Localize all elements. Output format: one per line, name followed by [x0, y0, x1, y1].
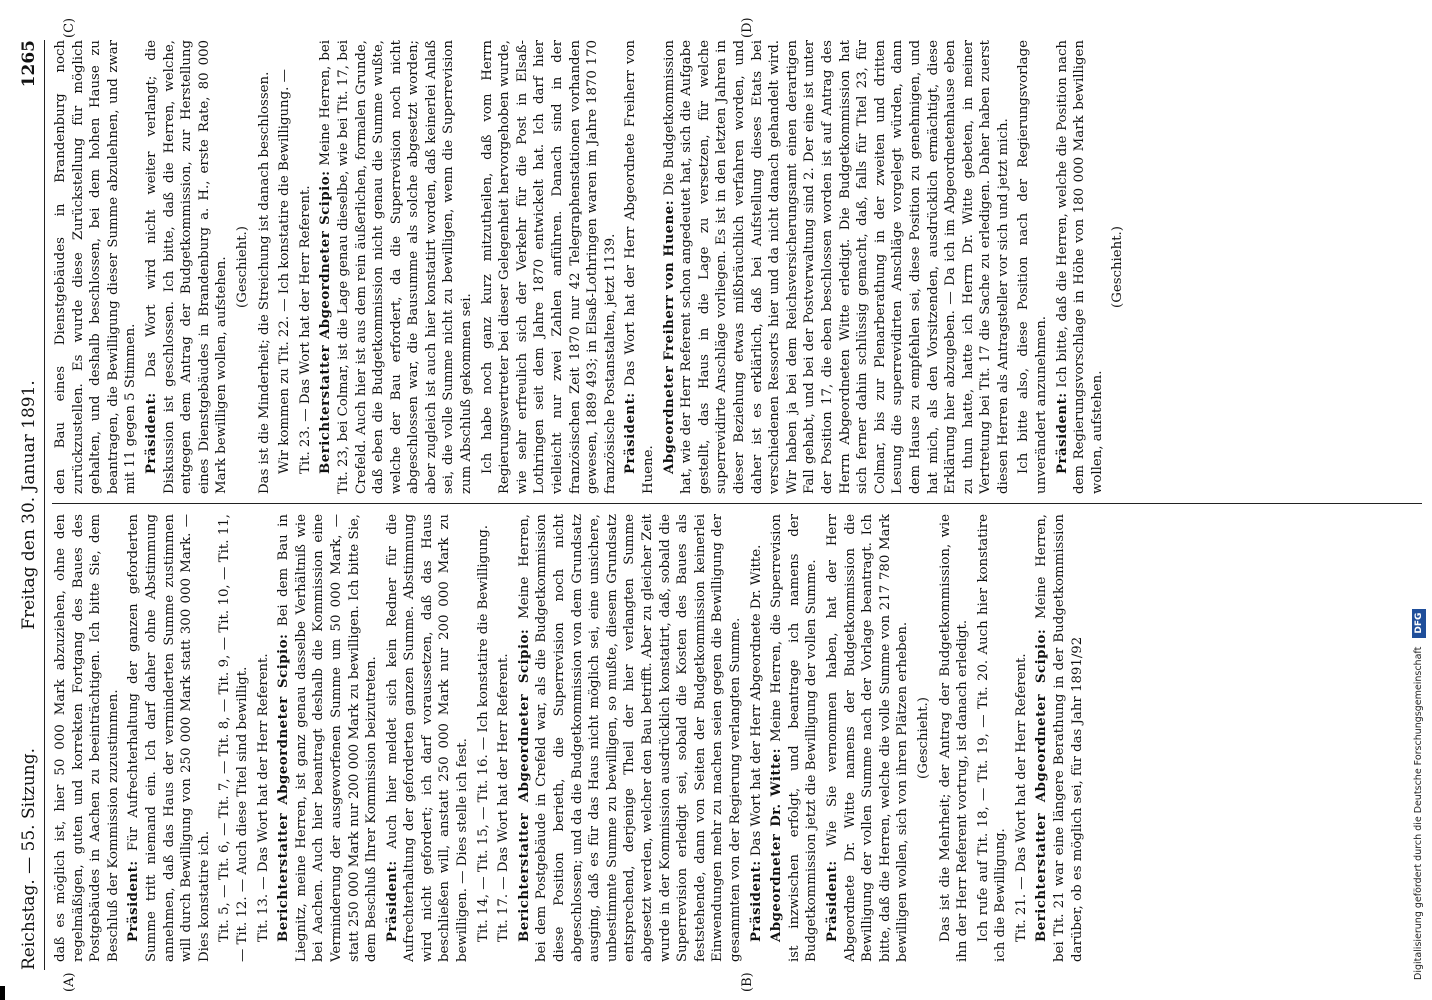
paragraph: [234, 40, 252, 494]
paragraph: [255, 514, 273, 962]
paragraph: [937, 514, 972, 962]
paragraph-text: Meine Herren, die Superrevision ist inzwischen erfolgt, und beantrage ich namens der Budgetkommission jetzt die Bewilligung der vollen Summe.: [769, 514, 820, 962]
paragraph: [52, 40, 140, 494]
paragraph-text: (Geschieht.): [915, 697, 931, 779]
paragraph: [495, 514, 513, 962]
paragraph-text: Das Wort hat der Herr Abgeordnete Freiherr von Huene.: [623, 40, 656, 494]
paragraph: [516, 514, 745, 962]
paragraph-text: Ich bitte also, diese Position nach der Regierungsvorlage unverändert anzunehmen.: [1016, 40, 1050, 494]
paragraph: [915, 514, 933, 962]
margin-mark-c: (C): [62, 17, 77, 38]
paragraph-text: Wie Sie vernommen haben, hat der Herr Abgeordnete Dr. Witte namens der Budgetkommission die Bewilligung der vollen Summe nach der Vorlage beantragt. Ich bitte, daß die Herren, welche die volle Summe von 217 780 Mark bewilligen wollen, sich von ihren Plätzen erheben.: [824, 514, 911, 962]
scan-edge-mark: [0, 986, 5, 1000]
speaker-name: Präsident:: [748, 860, 764, 942]
speaker-name: Berichterstatter Abgeordneter Scipio:: [276, 633, 292, 942]
right-column: [52, 40, 1422, 494]
paragraph: [975, 514, 1010, 962]
paragraph-text: Meine Herren, bei Tit. 21 war eine längere Berathung in der Budgetkommission darüber, ob es möglich sei, für das Jahr 1891/92: [1034, 514, 1085, 962]
paragraph: [297, 40, 315, 494]
watermark-text: Digitalisierung gefördert durch die Deutsche Forschungsgemeinschaft: [1413, 646, 1424, 980]
paragraph: [1015, 40, 1050, 494]
paragraph-text: Tit. 14, — Tit. 15, — Tit. 16. — Ich konstatire die Bewilligung.: [475, 525, 491, 942]
paragraph-text: (Geschieht.): [234, 226, 250, 308]
speaker-name: Präsident:: [1054, 392, 1070, 474]
paragraph: [275, 514, 381, 962]
paragraph-text: Bei dem Bau in Liegnitz, meine Herren, ist ganz genau dasselbe Verhältniß wie bei Aachen. Auch hier beantragt deshalb die Kommission eine Verminderung der ausgeworfenen Summe um 50 000 Mark, — statt 250 000 Mark nur 200 000 Mark zu bewilligen. Ich bitte Sie, dem Beschluß Ihrer Kommission beizutreten.: [276, 514, 380, 962]
speaker-name: Präsident:: [143, 392, 159, 474]
paragraph-text: Tit. 17. — Das Wort hat der Herr Referent.: [496, 653, 512, 942]
paragraph-text: Tit. 23. — Das Wort hat der Herr Referent.: [297, 185, 313, 474]
paragraph-text: Meine Herren, bei dem Postgebäude in Crefeld war, als die Budgetkommission diese Position berieth, die Superrevision noch nicht abgeschlossen; und da die Budgetkommission von dem Grundsatz ausging, daß es für das Haus nicht möglich sei, eine unsichere, unbestimmte Summe zu bewilligen, so mußte, diesem Grundsatz entsprechend, derjenige Theil der hier verlangten Summe abgesetzt werden, welcher den Bau betrifft. Aber zu gleicher Zeit wurde in der Kommission ausdrücklich konstatirt, daß, sobald die Superrevision erledigt sei, sobald die Kosten des Baues als feststehende, dann von Seiten der Budgetkommission keinerlei Einwendungen mehr zu machen seien gegen die Bewilligung der gesammten von der Regierung verlangten Summe.: [516, 514, 743, 962]
paragraph-text: Das Wort hat der Herr Abgeordnete Dr. Witte.: [748, 544, 764, 857]
paragraph-text: Wir kommen zu Tit. 22. — Ich konstatire die Bewilligung. —: [277, 69, 293, 474]
paragraph-text: Das Wort wird nicht weiter verlangt; die Diskussion ist geschlossen. Ich bitte, daß die Herren, welche, entgegen dem Antrag der Budgetkommission, zur Herstellung eines Dienstgebäudes in Brandenburg a. H., erste Rate, 80 000 Mark bewilligen wollen, aufstehen.: [143, 40, 230, 494]
paragraph-text: Tit. 5, — Tit. 6, — Tit. 7, — Tit. 8, — Tit. 9, — Tit. 10, — Tit. 11, — Tit. 12. — Auch diese Titel sind bewilligt.: [217, 514, 250, 962]
speaker-name: Präsident:: [384, 860, 400, 942]
paragraph: [384, 514, 472, 962]
paragraph-text: daß es möglich ist, hier 50 000 Mark abzuziehen, ohne den regelmäßigen, guten und korrekten Fortgang des Baues des Postgebäudes in Aachen zu beeinträchtigen. Ich bitte Sie, dem Beschluß der Kommission zuzustimmen.: [53, 514, 121, 962]
column-divider: [52, 503, 1422, 504]
paragraph: [768, 514, 821, 962]
paragraph-text: Ich habe noch ganz kurz mitzutheilen, daß vom Herrn Regierungsvertreter bei dieser Gelegenheit hervorgehoben wurde, wie sehr erfreulich sich der Verkehr für die Post in Elsaß-Lothringen seit dem Jahre 1870 entwickelt hat. Ich darf hier vielleicht nur zwei Zahlen anführen. Danach sind in der französischen Zeit 1870 nur 42 Telegraphenstationen vorhanden gewesen, 1889 493; in Elsaß-Lothringen waren im Jahre 1870 170 französische Postanstalten, jetzt 1139.: [479, 40, 618, 494]
paragraph: [1054, 40, 1107, 494]
paragraph-text: Tit. 13. — Das Wort hat der Herr Referent.: [255, 653, 271, 942]
paragraph-text: Für Aufrechterhaltung der ganzen geforderten Summe tritt niemand ein. Ich darf daher ohne Abstimmung annehmen, daß das Haus der verminderten Summe zustimmen will durch Bewilligung von 250 000 Mark statt 300 000 Mark. — Dies konstatire ich.: [126, 514, 212, 962]
speaker-name: Berichterstatter Abgeordneter Scipio:: [318, 170, 334, 474]
paragraph: [125, 514, 213, 962]
speaker-name: Präsident:: [126, 860, 142, 942]
paragraph: [216, 514, 251, 962]
header-session: Reichstag. — 55. Sitzung.: [19, 747, 39, 970]
margin-mark-b: (B): [740, 972, 755, 992]
paragraph-text: Tit. 21. — Das Wort hat der Herr Referent.: [1013, 653, 1029, 942]
paragraph: [622, 40, 657, 494]
paragraph-text: Ich rufe auf Tit. 18, — Tit. 19, — Tit. 20. Auch hier konstatire ich die Bewilligung.: [975, 514, 1009, 962]
page-number: 1265: [19, 40, 39, 88]
margin-mark-d: (D): [740, 17, 755, 38]
paragraph: [824, 514, 912, 962]
paragraph-text: Das ist die Minderheit; die Streichung ist danach beschlossen.: [256, 71, 272, 494]
paragraph: [748, 514, 766, 962]
paragraph: [479, 40, 620, 494]
paragraph: [475, 514, 493, 962]
speaker-name: Präsident:: [824, 860, 840, 942]
paragraph: [1013, 514, 1031, 962]
paragraph: [661, 40, 1013, 494]
left-column: [52, 514, 1422, 962]
paragraph: [143, 40, 231, 494]
margin-mark-a: (A): [62, 972, 77, 992]
paragraph-text: (Geschieht.): [1110, 226, 1126, 308]
page-header: [14, 40, 45, 970]
speaker-name: Präsident:: [623, 392, 639, 474]
paragraph-text: den Bau eines Dienstgebäudes in Brandenburg noch zurückzustellen. Es wurde diese Zurückstellung für möglich gehalten, und deshalb beschlossen, bei dem hohen Hause zu beantragen, die Bewilligung dieser Summe abzulehnen, und zwar mit 11 gegen 5 Stimmen.: [53, 40, 139, 494]
header-date: Freitag den 30. Januar 1891.: [19, 380, 39, 630]
digitization-watermark: [1408, 20, 1430, 980]
paragraph: [1033, 514, 1086, 962]
paragraph: [276, 40, 294, 494]
paragraph-text: Auch hier meldet sich kein Redner für die Aufrechterhaltung der geforderten ganzen Summe. Abstimmung wird nicht gefordert; ich darf voraussetzen, daß das Haus beschließen will, anstatt 250 000 Mark nur 200 000 Mark zu bewilligen. — Dies stelle ich fest.: [384, 514, 471, 962]
paragraph-text: Das ist die Mehrheit; der Antrag der Budgetkommission, wie ihn der Herr Referent vortrug, ist danach erledigt.: [937, 514, 971, 962]
speaker-name: Berichterstatter Abgeordneter Scipio:: [1034, 628, 1050, 942]
paragraph: [1109, 40, 1127, 494]
paragraph-text: Ich bitte, daß die Herren, welche die Position nach dem Regierungsvorschlage in Höhe von 180 000 Mark bewilligen wollen, aufstehen.: [1054, 40, 1105, 494]
paragraph-text: Meine Herren, bei Tit. 23, bei Colmar, ist die Lage genau dieselbe, wie bei Tit. 17, bei Crefeld. Auch hier ist aus dem rein äußerlichen, formalen Grunde, daß eben die Budgetkommission nicht genau die Summe wußte, welche der Bau erfordert, da die Superrevision noch nicht abgeschlossen war, die Bausumme als solche abgesetzt worden; aber zugleich ist auch hier konstatirt worden, daß keinerlei Anlaß sei, die volle Summe nicht zu bewilligen, wenn die Superrevision zum Abschluß gekommen sei.: [318, 40, 475, 494]
paragraph: [52, 514, 122, 962]
dfg-logo: DFG: [1412, 609, 1426, 638]
speaker-name: Abgeordneter Dr. Witte:: [769, 747, 785, 942]
paragraph: [317, 40, 475, 494]
paragraph: [256, 40, 274, 494]
paragraph-text: Die Budgetkommission hat, wie der Herr Referent schon angedeutet hat, sich die Aufgabe gestellt, das Haus in die Lage zu versetzen, für welche superrevidirte Anschläge vorliegen. Es ist in den letzten Jahren in dieser Beziehung etwas mißbräuchlich verfahren worden, und daher ist es erklärlich, daß bei Aufstellung dieses Etats bei verschiedenen Ressorts hier und da nicht danach gehandelt wird. Wir haben ja bei dem Reichsversicherungsamt einen derartigen Fall gehabt, und bei der Postverwaltung sind 2. Der eine ist unter der Position 17, die eben beschlossen worden ist auf Antrag des Herrn Abgeordneten Witte erledigt. Die Budgetkommission hat sich ferner dahin schlüssig gemacht, daß, falls für Titel 23, für Colmar, bis zur Plenarberathung in der zweiten und dritten Lesung die superrevidirten Anschläge vorgelegt würden, dann dem Hause zu empfehlen sei, diese Position zu genehmigen, und hat mich, als den Vorsitzenden, ausdrücklich ermächtigt, diese Erklärung hier abzugeben. — Da ich im Abgeordnetenhause eben zu thun hatte, hatte ich Herrn Dr. Witte gebeten, in meiner Vertretung bei Tit. 17 die Sache zu erledigen. Daher haben zuerst diesen Herren als Antragsteller vor sich und jetzt mich.: [661, 40, 1011, 494]
speaker-name: Berichterstatter Abgeordneter Scipio:: [516, 628, 532, 942]
speaker-name: Abgeordneter Freiherr von Huene:: [661, 199, 677, 474]
